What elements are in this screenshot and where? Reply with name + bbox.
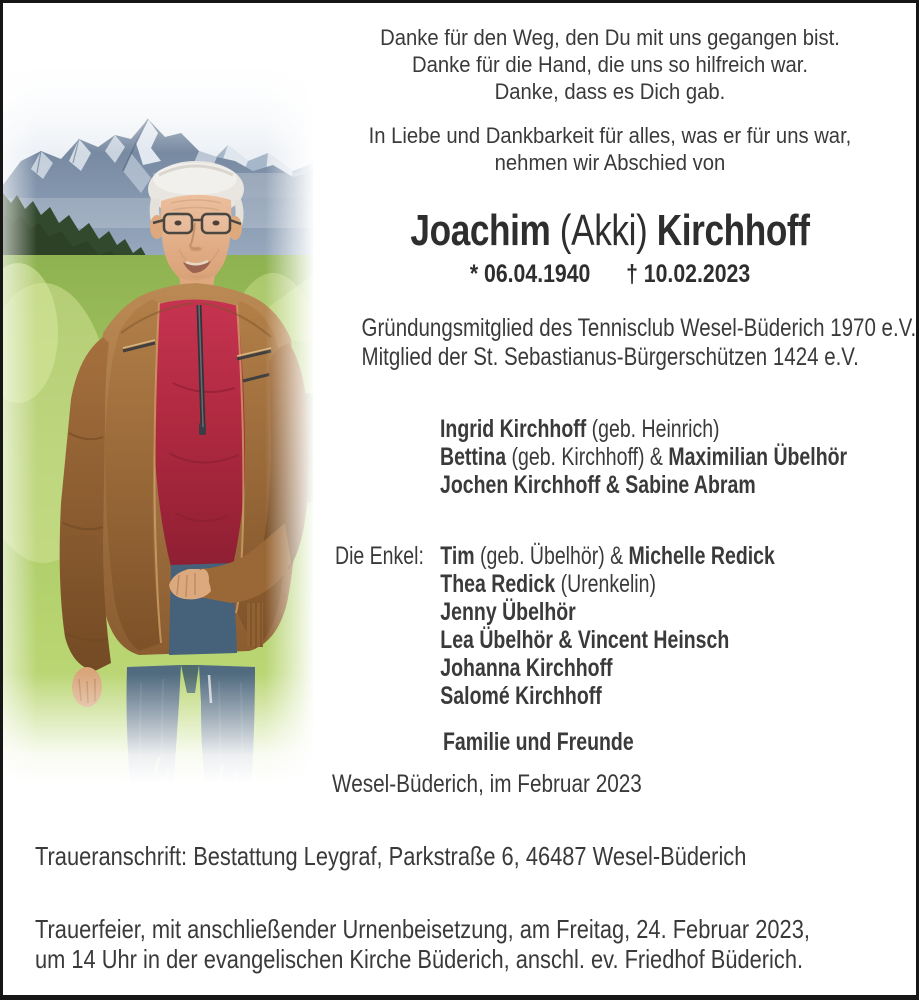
text-line: Jenny Übelhör [440,598,576,626]
text-line: um 14 Uhr in der evangelischen Kirche Büderich, anschl. ev. Friedhof Büderich. [35,944,804,974]
life-dates [352,260,867,289]
text-line: Jochen Kirchhoff & Sabine Abram [440,471,756,499]
funeral-info [35,914,810,974]
text-line: Trauerfeier, mit anschließender Urnenbeisetzung, am Freitag, 24. Februar 2023, [35,914,810,944]
family-friends-line: Familie und Freunde [443,728,634,756]
farewell-lines [331,122,889,176]
portrait-photo [3,3,313,793]
text-line: Lea Übelhör & Vincent Heinsch [440,626,730,654]
death-date: † 10.02.2023 [626,260,751,288]
text-line: Mitglied der St. Sebastianus-Bürgerschützen 1424 e.V. [361,343,859,371]
place-date-line: Wesel-Büderich, im Februar 2023 [332,770,642,798]
text-line: nehmen wir Abschied von [494,150,726,175]
text-line: Johanna Kirchhoff [440,654,613,682]
text-line: Ingrid Kirchhoff (geb. Heinrich) [440,415,720,443]
text-line: Danke, dass es Dich gab. [494,79,726,104]
text-line: Danke für den Weg, den Du mit uns gegangen bist. [380,25,840,50]
mourners-list [440,415,847,499]
intro-verse [331,24,889,105]
birth-date: * 06.04.1940 [469,260,591,288]
deceased-name [368,206,853,256]
mourning-address: Traueranschrift: Bestattung Leygraf, Parkstraße 6, 46487 Wesel-Büderich [35,841,747,871]
grandchildren-list [440,542,775,710]
text-line: Danke für die Hand, die uns so hilfreich war. [411,52,809,77]
text-line: Joachim (Akki) Kirchhoff [410,206,810,255]
text-line: Salomé Kirchhoff [440,682,602,710]
text-line: Bettina (geb. Kirchhoff) & Maximilian Übelhör [440,443,848,471]
text-line: Thea Redick (Urenkelin) [440,570,656,598]
text-line: In Liebe und Dankbarkeit für alles, was er für uns war, [368,123,852,148]
portrait-photo-illustration [3,3,313,793]
text-line: Tim (geb. Übelhör) & Michelle Redick [440,542,775,570]
grandchildren-section [335,542,775,710]
grandchildren-label: Die Enkel: [335,542,424,570]
text-line: Gründungsmitglied des Tennisclub Wesel-Büderich 1970 e.V. [361,314,917,342]
memberships [361,314,917,372]
